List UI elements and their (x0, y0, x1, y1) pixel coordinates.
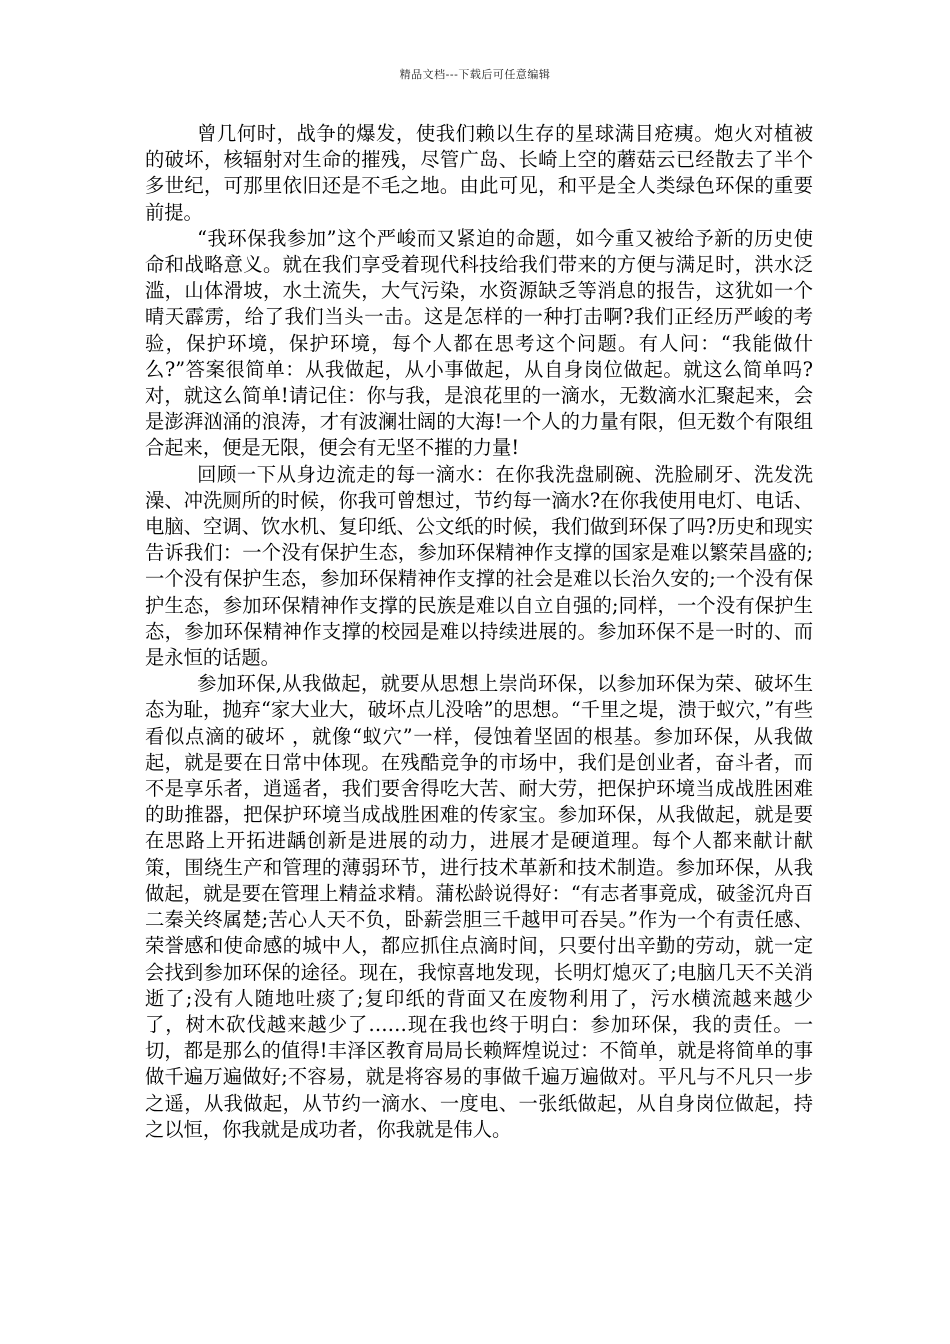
document-body (145, 121, 813, 1143)
paragraph-1: 曾几何时，战争的爆发，使我们赖以生存的星球满目疮痍。炮火对植被的破坏，核辐射对生命的摧残，尽管广岛、长崎上空的蘑菇云已经散去了半个多世纪，可那里依旧还是不毛之地。由此可见，和平是全人类绿色环保的重要前提。 (145, 122, 813, 224)
paragraph-2: “我环保我参加”这个严峻而又紧迫的命题，如今重又被给予新的历史使命和战略意义。就在我们享受着现代科技给我们带来的方便与满足时，洪水泛滥，山体滑坡，水土流失，大气污染，水资源缺乏等消息的报告，这犹如一个晴天霹雳，给了我们当头一击。这是怎样的一种打击啊?我们正经历严峻的考验，保护环境，保护环境，每个人都在思考这个问题。有人问：“我能做什么?”答案很简单：从我做起，从小事做起，从自身岗位做起。就这么简单吗?对，就这么简单!请记住：你与我，是浪花里的一滴水，无数滴水汇聚起来，会是澎湃汹涌的浪涛，才有波澜壮阔的大海!一个人的力量有限，但无数个有限组合起来，便是无限，便会有无坚不摧的力量! (145, 226, 813, 460)
paragraph-4: 参加环保,从我做起，就要从思想上崇尚环保，以参加环保为荣、破坏生态为耻，抛弃“家大业大，破坏点儿没啥”的思想。“千里之堤，溃于蚁穴，”有些看似点滴的破坏 ，就像“蚁穴”一样，侵蚀着坚固的根基。参加环保，从我做起，就是要在日常中体现。在残酷竞争的市场中，我们是创业者，奋斗者，而不是享乐者，逍遥者，我们要舍得吃大苦、耐大劳，把保护环境当成战胜困难的助推器，把保护环境当成战胜困难的传家宝。参加环保，从我做起，就是要在思路上开拓进龋创新是进展的动力，进展才是硬道理。每个人都来献计献策，围绕生产和管理的薄弱环节，进行技术革新和技术制造。参加环保，从我做起，就是要在管理上精益求精。蒲松龄说得好：“有志者事竟成，破釜沉舟百二秦关终属楚;苦心人天不负，卧薪尝胆三千越甲可吞吴。”作为一个有责任感、荣誉感和使命感的城中人，都应抓住点滴时间，只要付出辛勤的劳动，就一定会找到参加环保的途径。现在，我惊喜地发现，长明灯熄灭了;电脑几天不关消逝了;没有人随地吐痰了;复印纸的背面又在废物利用了，污水横流越来越少了，树木砍伐越来越少了……现在我也终于明白：参加环保，我的责任。一切，都是那么的值得!丰泽区教育局局长赖辉煌说过：不简单，就是将简单的事做千遍万遍做好;不容易，就是将容易的事做千遍万遍做对。平凡与不凡只一步之遥，从我做起，从节约一滴水、一度电、一张纸做起，从自身岗位做起，持之以恒，你我就是成功者，你我就是伟人。 (145, 672, 813, 1141)
paragraph-3: 回顾一下从身边流走的每一滴水：在你我洗盘刷碗、洗脸刷牙、洗发洗澡、冲洗厕所的时候，你我可曾想过，节约每一滴水?在你我使用电灯、电话、电脑、空调、饮水机、复印纸、公文纸的时候，我们做到环保了吗?历史和现实告诉我们：一个没有保护生态，参加环保精神作支撑的国家是难以繁荣昌盛的;一个没有保护生态，参加环保精神作支撑的社会是难以长治久安的;一个没有保护生态，参加环保精神作支撑的民族是难以自立自强的;同样，一个没有保护生态，参加环保精神作支撑的校园是难以持续进展的。参加环保不是一时的、而是永恒的话题。 (145, 462, 813, 670)
page-header: 精品文档---下载后可任意编辑 (399, 68, 551, 81)
